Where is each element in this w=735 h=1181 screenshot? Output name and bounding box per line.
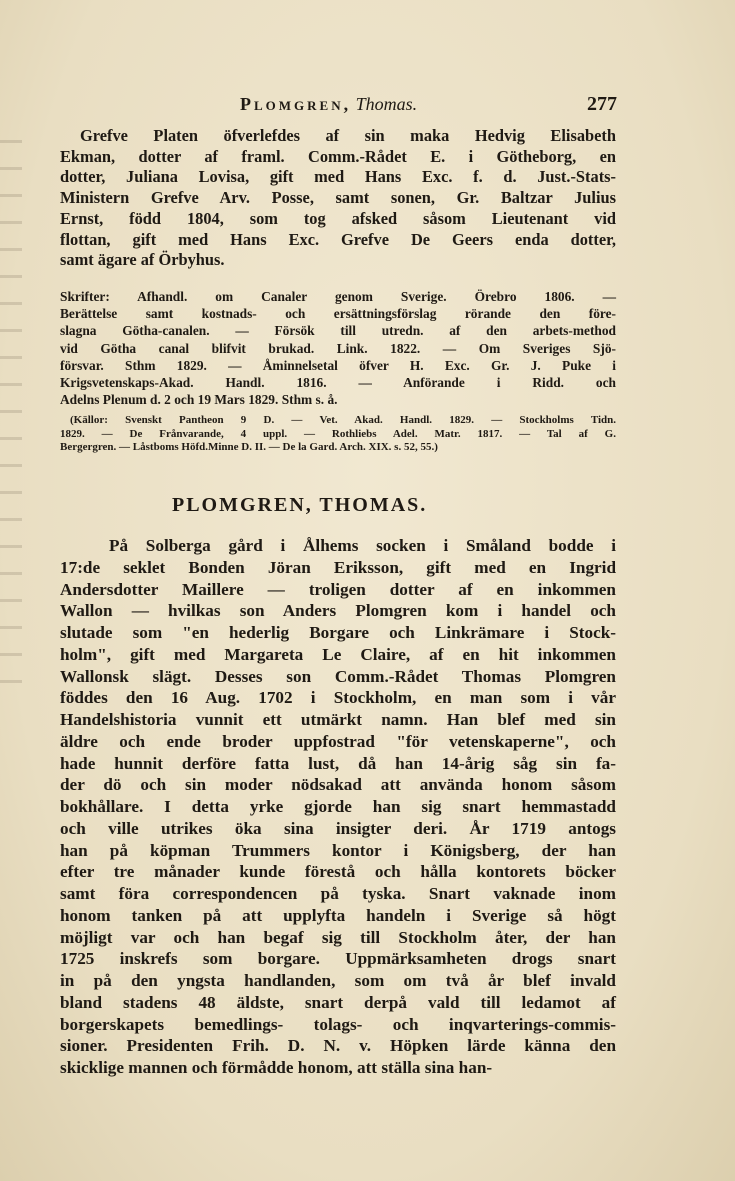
- text-line: holm", gift med Margareta Le Claire, af en hit inkommen: [60, 644, 616, 664]
- text-line: vid Götha canal blifvit brukad. Link. 1822. — Om Sveriges Sjö-: [60, 340, 616, 356]
- text-line: efter tre månader kunde förestå och hålla kontorets böcker: [60, 862, 616, 882]
- text-line: sioner. Presidenten Frih. D. N. v. Höpken lärde känna den: [60, 1036, 616, 1056]
- section-title: PLOMGREN, THOMAS.: [172, 494, 428, 516]
- text-line: försvar. Sthm 1829. — Åminnelsetal öfver H. Exc. Gr. J. Puke i: [60, 357, 616, 373]
- text-line: bland stadens 48 äldste, snart derpå vald till ledamot af: [60, 992, 616, 1012]
- text-line: äldre och ende broder uppfostrad "för vetenskaperne", och: [60, 731, 616, 751]
- text-line: honom tanken på att upplyfta handeln i Sverige så högt: [60, 905, 616, 925]
- text-line: Wallonsk slägt. Desses son Comm.-Rådet Thomas Plomgren: [60, 666, 616, 686]
- text-line: slagna Götha-canalen. — Försök till utredn. af den arbets-method: [60, 323, 616, 339]
- facing-page-bleed: [0, 140, 22, 700]
- text-line: slutade som "en hederlig Borgare och Linkrämare i Stock-: [60, 623, 616, 642]
- text-line: och ville utrikes öka sina insigter deri. År 1719 antogs: [60, 818, 616, 838]
- text-line: Handelshistoria vunnit ett utmärkt namn. Han blef med sin: [60, 710, 616, 729]
- text-line: flottan, gift med Hans Exc. Grefve De Geers enda dotter,: [60, 229, 616, 249]
- text-line: Berättelse samt kostnads- och ersättningsförslag rörande den före-: [60, 306, 616, 322]
- text-line: dotter, Juliana Lovisa, gift med Hans Exc. f. d. Just.-Stats-: [60, 167, 616, 187]
- text-line: Skrifter: Afhandl. om Canaler genom Sverige. Örebro 1806. —: [60, 289, 616, 304]
- text-line: Andersdotter Maillere — troligen dotter af en inkommen: [60, 579, 616, 599]
- text-line: föddes den 16 Aug. 1702 i Stockholm, en man som i vår: [60, 688, 616, 708]
- text-line: Grefve Platen öfverlefdes af sin maka Hedvig Elisabeth: [80, 126, 616, 145]
- plomgren-biography: [60, 535, 616, 1079]
- text-line: samt ägare af Örbyhus.: [60, 250, 225, 270]
- text-line: Adelns Plenum d. 2 och 19 Mars 1829. Sthm s. å.: [60, 392, 338, 408]
- text-line: samt föra correspondencen på tyska. Snart vaknade inom: [60, 884, 616, 903]
- page-number: 277: [587, 93, 617, 115]
- text-line: borgerskapets bemedlings- tolags- och inqvarterings-commis-: [60, 1014, 616, 1034]
- text-line: hade hunnit derföre fatta lust, då han 14-årig såg sin fa-: [60, 753, 616, 773]
- text-line: der dö och sin moder nödsakad att använda honom såsom: [60, 775, 616, 795]
- text-line: Bergergren. — Låstboms Höfd.Minne D. II. — De la Gard. Arch. XIX. s. 52, 55.): [60, 441, 438, 454]
- text-line: 1829. — De Frånvarande, 4 uppl. — Rothliebs Adel. Matr. 1817. — Tal af G.: [60, 427, 616, 440]
- text-line: Ministern Grefve Arv. Posse, samt sonen, Gr. Baltzar Julius: [60, 188, 616, 208]
- text-line: 1725 inskrefs som borgare. Uppmärksamheten drogs snart: [60, 949, 616, 969]
- text-line: 17:de seklet Bonden Jöran Eriksson, gift med en Ingrid: [60, 557, 616, 577]
- text-line: Ekman, dotter af framl. Comm.-Rådet E. i Götheborg, en: [60, 146, 616, 166]
- text-line: (Källor: Svenskt Pantheon 9 D. — Vet. Akad. Handl. 1829. — Stockholms Tidn.: [70, 414, 616, 426]
- kallor-section: [60, 414, 616, 455]
- text-line: in på den yngsta handlanden, som om två år blef invald: [60, 971, 616, 990]
- text-line: möjligt var och han begaf sig till Stockholm åter, der han: [60, 927, 616, 947]
- running-header: [240, 93, 617, 117]
- header-given-name: Thomas.: [355, 94, 418, 114]
- text-line: Wallon — hvilkas son Anders Plomgren kom i handel och: [60, 601, 616, 621]
- header-title: [240, 94, 417, 115]
- text-line: På Solberga gård i Ålhems socken i Småland bodde i: [109, 536, 616, 555]
- text-line: bokhållare. I detta yrke gjorde han sig snart hemmastadd: [60, 797, 616, 816]
- text-line: han på köpman Trummers kontor i Königsberg, der han: [60, 840, 616, 860]
- text-line: skicklige mannen och förmådde honom, att ställa sina han-: [60, 1058, 493, 1077]
- text-line: Ernst, född 1804, som tog afsked såsom Lieutenant vid: [60, 208, 616, 228]
- text-line: Krigsvetenskaps-Akad. Handl. 1816. — Anförande i Ridd. och: [60, 375, 616, 391]
- header-surname: Plomgren,: [240, 94, 352, 114]
- paragraph-platen: [60, 126, 616, 271]
- skrifter-section: [60, 288, 616, 408]
